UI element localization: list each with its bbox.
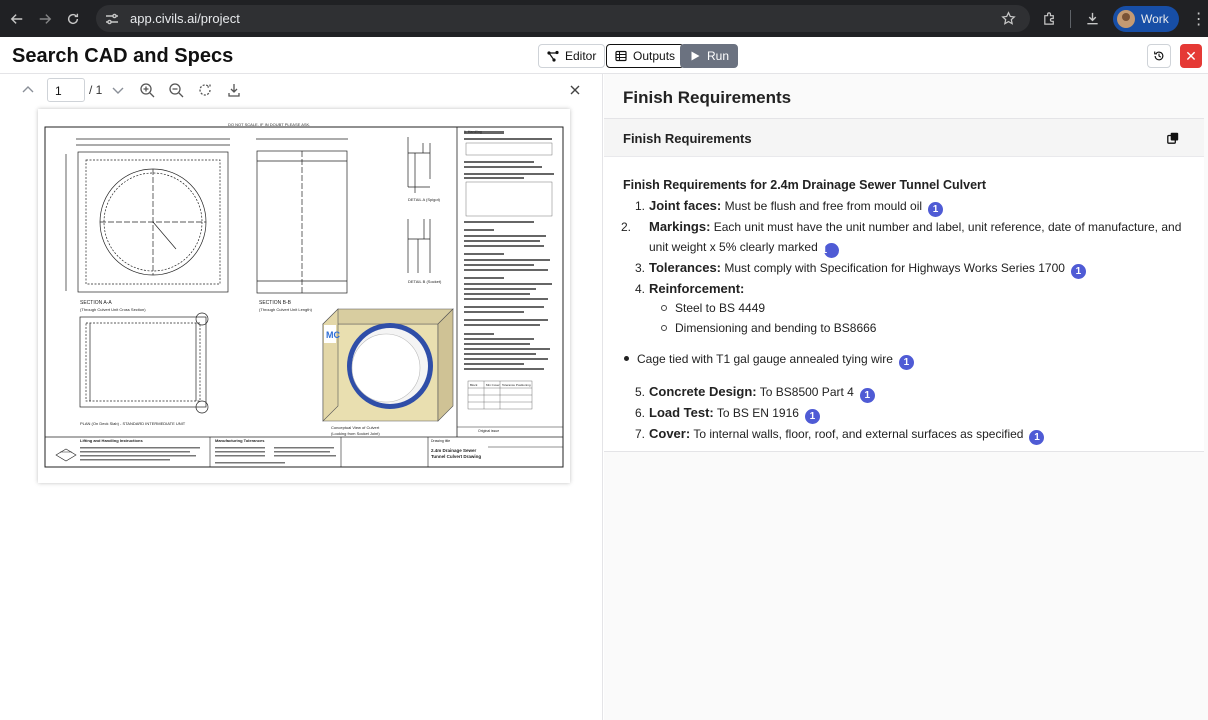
back-icon[interactable] (4, 6, 30, 32)
chevron-down-icon[interactable] (110, 82, 126, 98)
title-block-text (80, 447, 336, 464)
list-item: 4. Reinforcement: Steel to BS 4449 Dimensioning and bending to BS8666 (635, 279, 1193, 339)
revision-label: Original issue (478, 429, 500, 433)
item-label: Load Test: (649, 405, 714, 420)
item-label: Tolerances: (649, 259, 722, 275)
culvert-3d-view (323, 309, 453, 421)
result-card (604, 119, 1204, 452)
citation-badge[interactable]: 1 (928, 202, 943, 217)
drawing-title-line-1: 2.4m Drainage Sewer (431, 448, 477, 453)
list-item: 7. Cover: To internal walls, floor, roof, and external surfaces as specified 1 (635, 424, 1193, 445)
history-button[interactable] (1147, 44, 1171, 68)
section-aa-label: SECTION A-A (80, 300, 112, 306)
outputs-label: Outputs (633, 49, 676, 63)
page-number-input[interactable]: 1 (47, 78, 85, 102)
notes-column (464, 131, 554, 370)
citation-badge[interactable]: 1 (824, 243, 839, 258)
chevron-up-icon[interactable] (20, 82, 36, 98)
detail-spigot-drawing (408, 137, 430, 193)
play-icon (689, 50, 701, 62)
site-settings-icon[interactable] (104, 11, 120, 27)
block-col-2: Min Cover (486, 383, 500, 387)
copy-icon[interactable] (1167, 132, 1179, 144)
viewer-toolbar (0, 74, 603, 106)
plan-label: PLAN (On Deck Slab) - STANDARD INTERMEDIATE UNIT (80, 421, 186, 426)
section-bb-label: SECTION B-B (259, 300, 291, 306)
run-button[interactable] (680, 44, 738, 68)
address-bar[interactable] (96, 5, 1030, 32)
result-heading: Finish Requirements for 2.4m Drainage Sewer Tunnel Culvert (623, 178, 987, 192)
section-bb-sublabel: (Through Culvert Unit Length) (259, 307, 312, 312)
item-text: To BS EN 1916 (716, 406, 799, 420)
concept-sublabel: (Looking from Socket Joint) (331, 431, 380, 436)
browser-chrome (0, 0, 1208, 37)
profile-label: Work (1141, 11, 1169, 26)
card-header (604, 119, 1204, 157)
profile-chip[interactable] (1113, 6, 1179, 32)
list-item: 3. Tolerances: Must comply with Specification for Highways Works Series 1700 1 (635, 258, 1193, 279)
block-col-1: Block (470, 383, 478, 387)
drawing-sheet[interactable] (38, 109, 570, 483)
page-total: / 1 (89, 83, 103, 97)
browser-menu-icon[interactable]: ⋮ (1190, 10, 1207, 28)
app-header (0, 37, 1208, 74)
item-label: Concrete Design: (649, 384, 757, 399)
browser-actions (1038, 5, 1207, 32)
zoom-out-icon[interactable] (168, 82, 184, 98)
zoom-in-icon[interactable] (139, 82, 155, 98)
sub-list-item: Dimensioning and bending to BS8666 (661, 319, 1193, 339)
list-item: 1. Joint faces: Must be flush and free from mould oil 1 (635, 196, 1193, 217)
download-icon[interactable] (1081, 8, 1103, 30)
item-label: Cover: (649, 426, 691, 441)
detail-a-label: DETAIL A (Spigot) (408, 197, 441, 202)
item-text: To BS8500 Part 4 (759, 385, 854, 399)
plan-drawing (80, 313, 208, 413)
section-aa-sublabel: (Through Culvert Unit Cross Section) (80, 307, 146, 312)
sub-list-item: Steel to BS 4449 (661, 299, 1193, 319)
item-text: Must comply with Specification for Highways Works Series 1700 (724, 260, 1065, 275)
requirements-list-continued (623, 382, 1193, 445)
close-app-button[interactable]: ✕ (1180, 44, 1202, 68)
bullet-text: Cage tied with T1 gal gauge annealed tying wire (637, 352, 893, 366)
workflow-icon (547, 50, 559, 62)
block-col-3: Tolerance Positioning (502, 383, 531, 387)
detail-socket-drawing (408, 219, 430, 273)
drawing-title-label: Drawing title (431, 439, 451, 443)
lifting-title: Lifting and Handling Instructions (80, 438, 143, 443)
list-item: 6. Load Test: To BS EN 1916 1 (635, 403, 1193, 424)
close-viewer-icon[interactable] (567, 82, 583, 98)
citation-badge[interactable]: 1 (805, 409, 820, 424)
section-aa-drawing (66, 139, 230, 292)
tolerances-title: Manufacturing Tolerances (215, 438, 265, 443)
card-title: Finish Requirements (623, 131, 752, 146)
citation-badge[interactable]: 1 (860, 388, 875, 403)
url-text[interactable]: app.civils.ai/project (130, 11, 240, 26)
extensions-icon[interactable] (1038, 8, 1060, 30)
item-text: Each unit must have the unit number and label, unit reference, date of manufacture, and unit weight x 5% clearly marked (649, 220, 1182, 254)
item-label: Markings: (649, 219, 711, 234)
detail-b-label: DETAIL B (Socket) (408, 279, 442, 284)
drawing-top-note: DO NOT SCALE. IF IN DOUBT PLEASE ASK. (228, 122, 311, 127)
notes-heading: 1. Handling (464, 130, 482, 134)
item-text: Must be flush and free from mould oil (724, 199, 923, 213)
list-item: 5. Concrete Design: To BS8500 Part 4 1 (635, 382, 1193, 403)
panel-title: Finish Requirements (623, 88, 792, 107)
results-panel (604, 74, 1208, 720)
download-pdf-icon[interactable] (226, 82, 242, 98)
cad-drawing (38, 109, 570, 483)
drawing-title-line-2: Tunnel Culvert Drawing (431, 454, 482, 459)
item-label: Joint faces: (649, 198, 722, 213)
editor-button[interactable] (538, 44, 605, 68)
table-icon (615, 50, 627, 62)
item-label: Reinforcement: (649, 280, 745, 296)
concept-label: Conceptual View of Culvert (331, 425, 380, 430)
mc-mark: MC (326, 330, 340, 340)
toolbar-divider (1070, 10, 1071, 28)
citation-badge[interactable]: 1 (1029, 430, 1044, 445)
outputs-button[interactable] (606, 44, 684, 68)
citation-badge[interactable]: 1 (1071, 264, 1086, 279)
section-bb-drawing (256, 139, 348, 293)
run-label: Run (707, 49, 730, 63)
bookmark-star-icon[interactable] (1001, 11, 1016, 26)
rotate-icon[interactable] (197, 82, 213, 98)
forward-icon[interactable] (32, 6, 58, 32)
list-item: 2. Markings: Each unit must have the unit number and label, unit reference, date of manufacture, and unit weight x 5% clearly marked 1 (621, 219, 1182, 256)
avatar (1117, 10, 1135, 28)
bullet-item (623, 350, 1193, 370)
history-icon (1153, 50, 1165, 62)
citation-badge[interactable]: 1 (899, 355, 914, 370)
document-viewer (0, 74, 603, 720)
result-content (623, 178, 1193, 445)
reload-icon[interactable] (60, 6, 86, 32)
item-text: To internal walls, floor, roof, and external surfaces as specified (693, 427, 1024, 441)
reinforcement-sublist (635, 299, 1193, 338)
requirements-list (623, 196, 1193, 338)
editor-label: Editor (565, 49, 597, 63)
page-title: Search CAD and Specs (12, 45, 234, 67)
